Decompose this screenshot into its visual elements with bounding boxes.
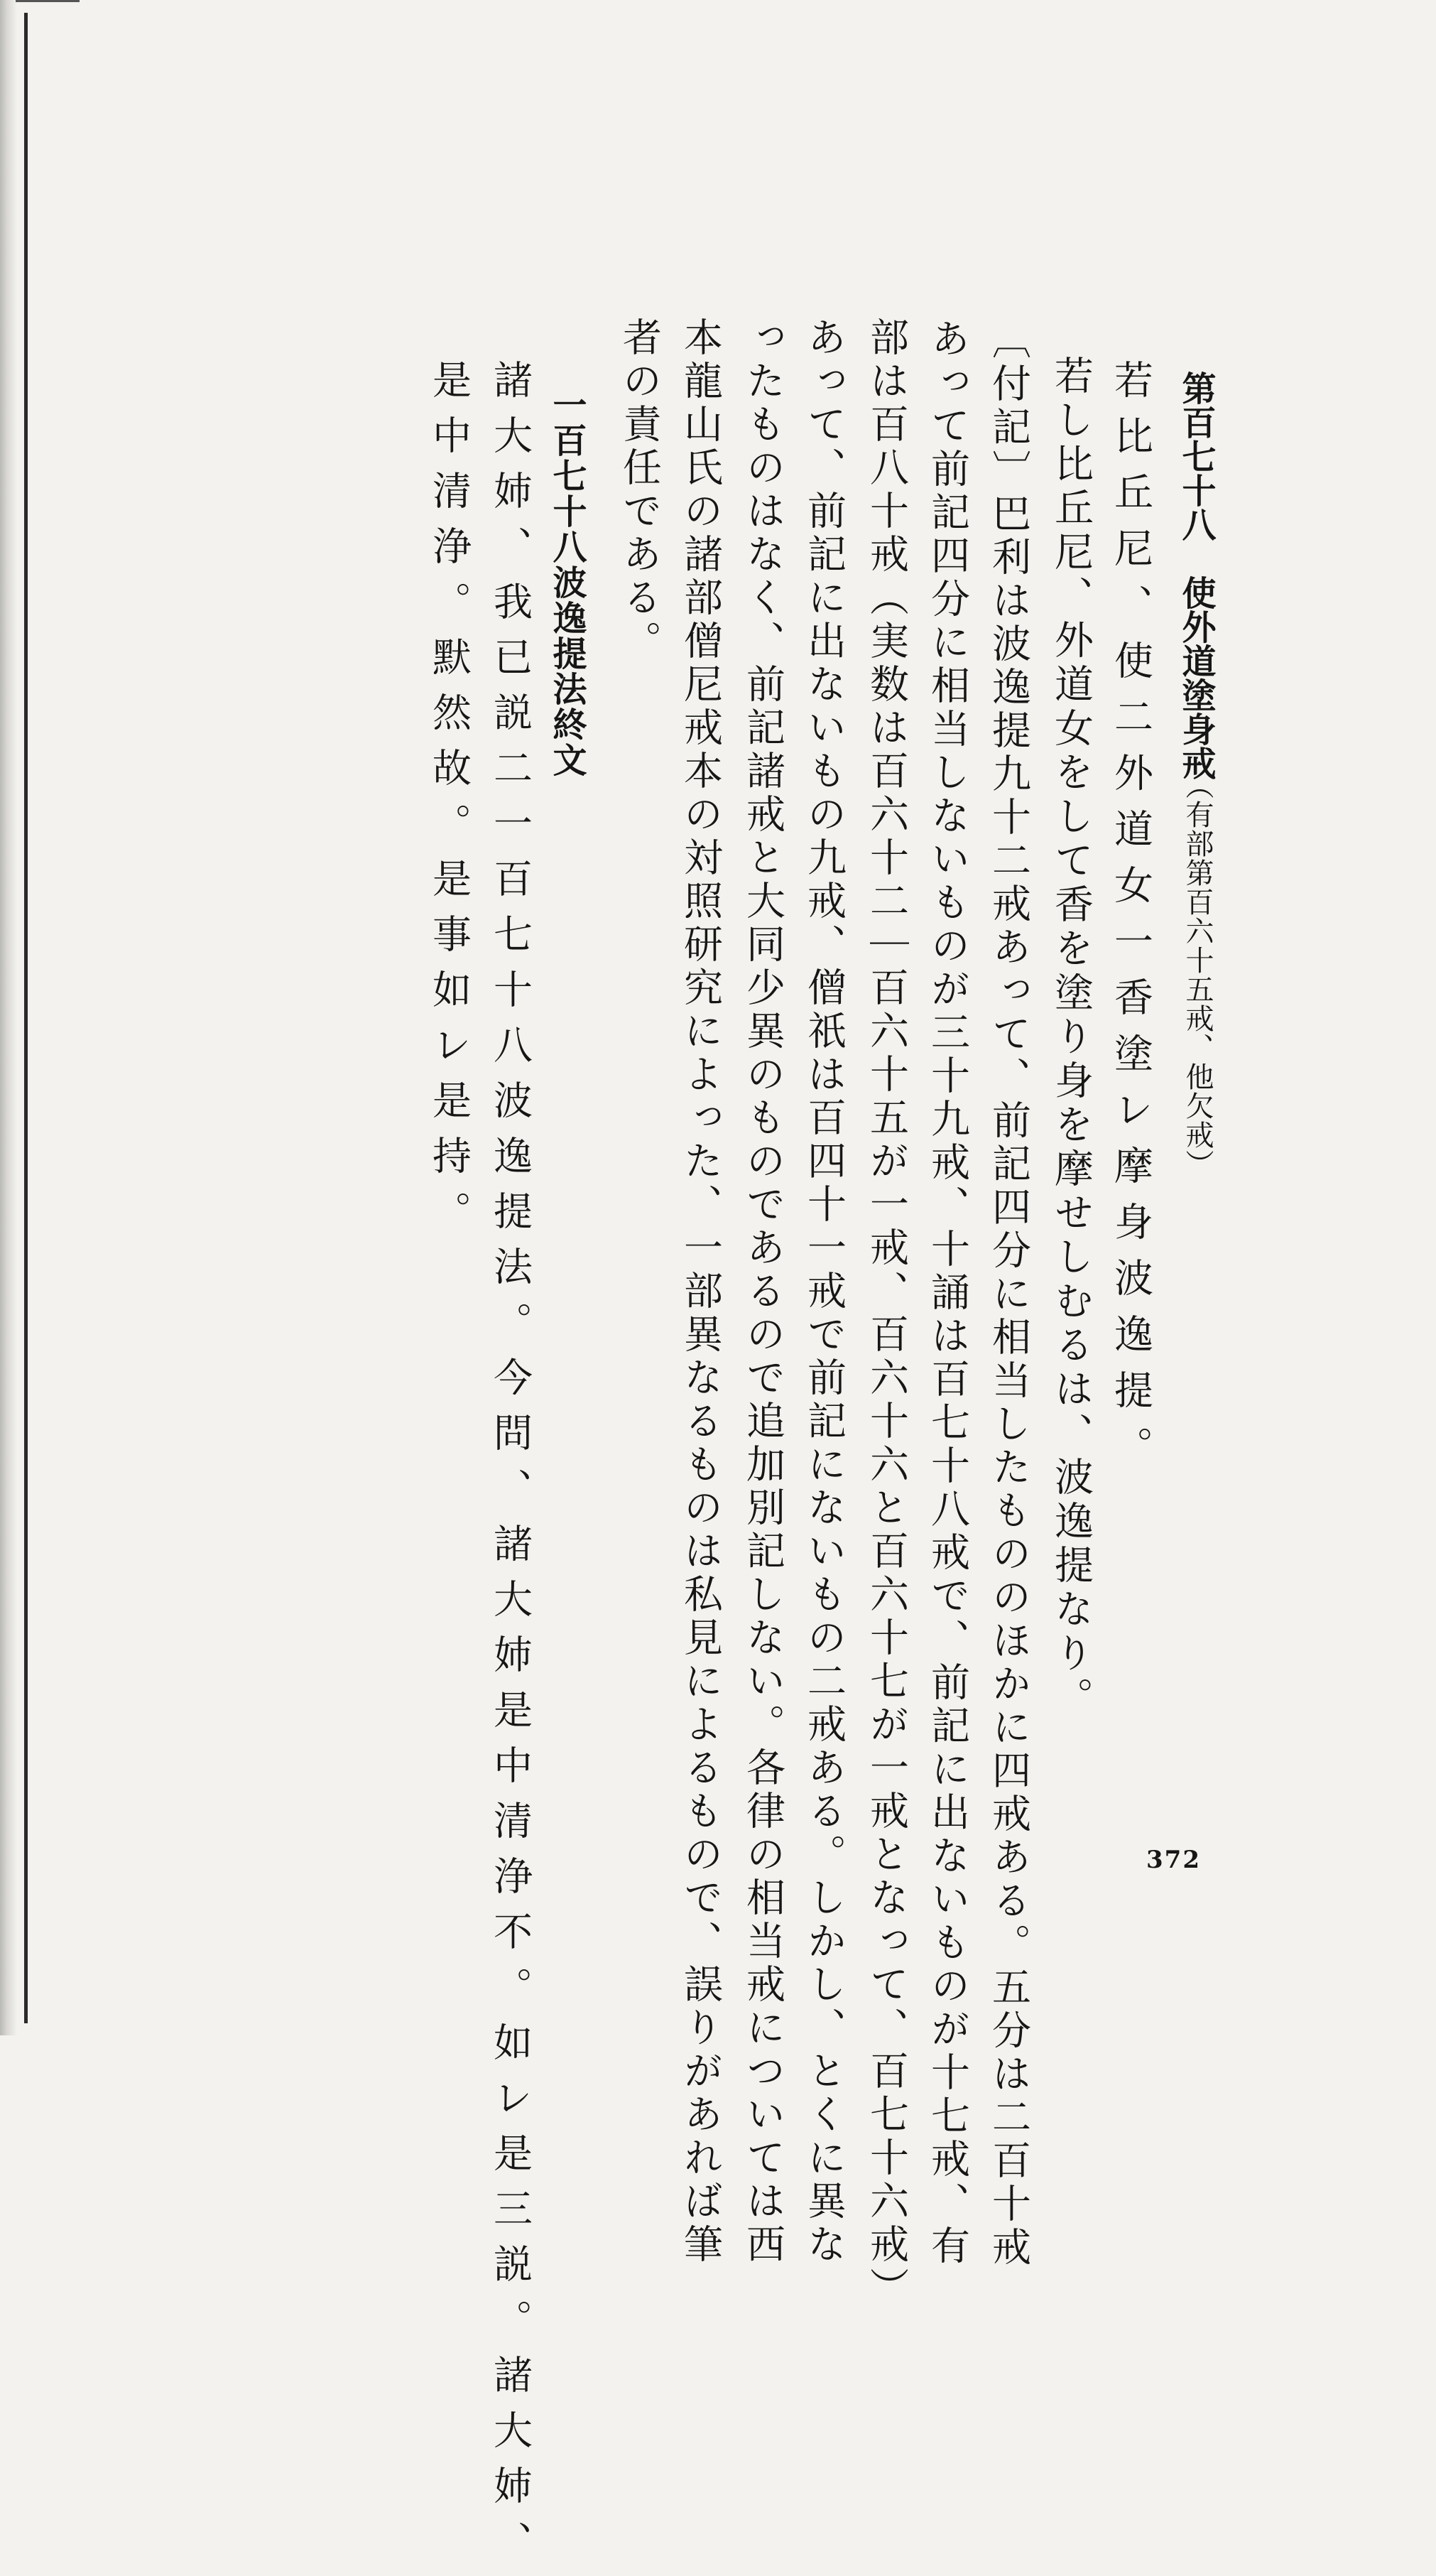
- page-number: 372: [1146, 1846, 1201, 1874]
- appendix-line-2: あって前記四分に相当しないものが三十九戒、十誦は百七十八戒で、前記に出ないものが十七戒、有: [925, 318, 970, 2268]
- binding-line: [24, 13, 28, 2023]
- corner-mark: [16, 0, 80, 23]
- page-edge-shadow: [0, 0, 17, 2035]
- appendix-line-7: 者の責任である。: [616, 317, 662, 664]
- section-heading-note: （有部第百六十五戒、他欠戒）: [1181, 771, 1214, 1179]
- closing-line-2: 是中清浄。默然故。是事如レ是持。: [426, 359, 472, 1246]
- appendix-line-6: 本龍山氏の諸部僧尼戒本の対照研究によった、一部異なるものは私見によるもので、誤りがあれば筆: [678, 317, 723, 2267]
- rule-translation-line: 若し比丘尼、外道女をして香を塗り身を摩せしむるは、波逸提なり。: [1048, 355, 1094, 1721]
- appendix-line-3: 部は百八十戒（実数は百六十二｜百六十五が一戒、百六十六と百六十七が一戒となって、百七十六戒）: [864, 317, 909, 2310]
- appendix-line-5: ったものはなく、前記諸戒と大同少異のものであるので追加別記しない。各律の相当戒については西: [740, 317, 785, 2267]
- closing-title: 一百七十八波逸提法終文: [547, 387, 587, 778]
- appendix-line-4: あって、前記に出ないもの九戒、僧祇は百四十一戒で前記にないもの二戒ある。しかし、とくに異な: [801, 317, 847, 2267]
- appendix-line-1: 〔付記〕巴利は波逸提九十二戒あって、前記四分に相当したもののほかに四戒ある。五分は二百十戒: [986, 320, 1031, 2270]
- rule-kanbun-line: 若比丘尼、使二外道女一香塗レ摩身波逸提。: [1108, 359, 1153, 1482]
- closing-line-1: 諸大姉、我已説二一百七十八波逸提法。今問、諸大姉是中清浄不。如レ是三説。諸大姉、: [487, 359, 533, 2576]
- section-heading: 第百七十八 使外道塗身戒: [1176, 371, 1216, 780]
